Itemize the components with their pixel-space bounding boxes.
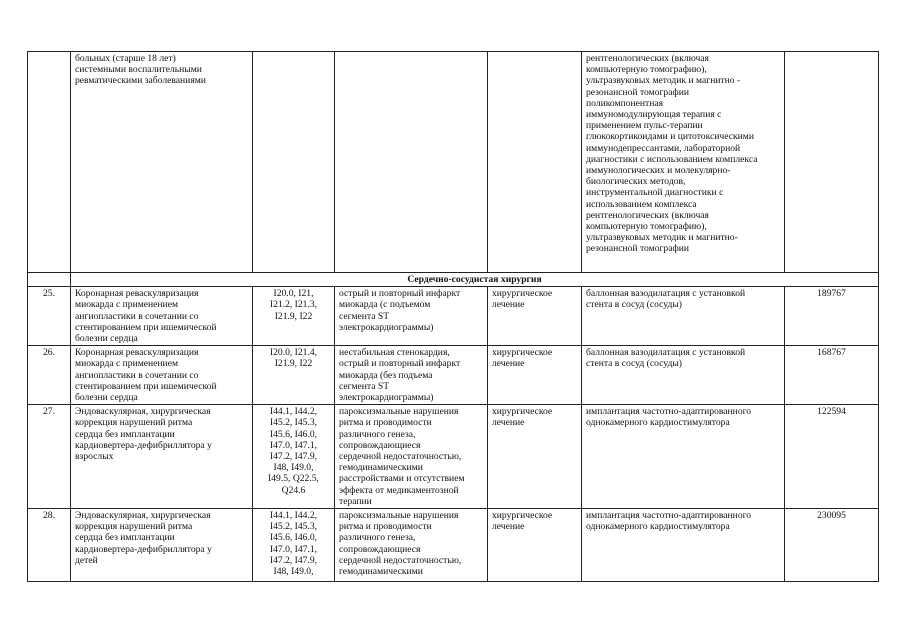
cost-cell [785,52,879,273]
text-line: глюкокортикоидами и цитотоксическими [586,131,754,143]
text-line: сердца без имплантации [75,428,175,440]
treatment-method-cell [582,287,785,346]
text-line: ангиопластики в сочетании со [75,310,199,322]
text-line: диагностики с использованием комплекса [586,153,758,165]
icd-codes-cell [253,405,335,509]
treatment-method-cell [582,346,785,405]
text-line: рентгенологических (включая [586,209,709,221]
text-line: однокамерного кардиостимулятора [586,521,730,533]
text-line: нестабильная стенокардия, [339,347,450,359]
patient-model-cell [335,287,488,346]
text-line: ритма и проводимости [339,417,432,429]
text-line: ультразвуковых методик и магнитно - [586,75,741,87]
text-line: иммунодепрессантами, лабораторной [586,142,741,154]
row-number-cell [28,273,71,287]
text-line: электрокардиограммы) [339,392,434,404]
text-line: сегмента ST [339,310,390,322]
treatment-method-cell [582,509,785,582]
care-type-cell [71,52,253,273]
text-line: острый и повторный инфаркт [339,358,461,370]
treatment-type-cell [488,52,582,273]
cost-cell: 168767 [785,346,879,405]
text-line: Эндоваскулярная, хирургическая [75,406,211,418]
text-line: биологических методов, [586,176,686,188]
text-line: инструментальной диагностики с [586,187,724,199]
text-line: I21.9, I22 [274,310,313,322]
treatment-type-cell [488,287,582,346]
text-line: I47.2, I47.9, [269,451,318,463]
text-line: коррекция нарушений ритма [75,521,193,533]
text-line: гемодинамическими [339,566,423,578]
text-line: иммуномодулирующая терапия с [586,109,722,121]
text-line: терапии [339,495,372,507]
treatment-method-cell [582,52,785,273]
text-line: I21.2, I21.3, [269,299,318,311]
text-line: коррекция нарушений ритма [75,417,193,429]
row-number-cell: 28. [28,509,71,582]
treatment-type-cell [488,405,582,509]
table-row-continuation [28,52,879,273]
text-line: I45.6, I46.0, [269,428,318,440]
text-line: сердечной недостаточностью, [339,451,462,463]
text-line: I47.0, I47.1, [269,439,318,451]
text-line: стента в сосуд (сосуды) [586,299,682,311]
medical-care-table [27,51,879,582]
text-line: пароксизмальные нарушения [339,406,459,418]
text-line: острый и повторный инфаркт [339,288,461,300]
text-line: I45.6, I46.0, [269,532,318,544]
text-line: хирургическое [492,510,553,522]
care-type-cell [71,405,253,509]
text-line: ангиопластики в сочетании со [75,369,199,381]
text-line: различного генеза, [339,532,416,544]
text-line: поликомпонентная [586,97,664,109]
care-type-cell [71,509,253,582]
cost-cell: 189767 [785,287,879,346]
section-title: Сердечно-сосудистая хирургия [71,273,879,287]
text-line: стента в сосуд (сосуды) [586,358,682,370]
text-line: кардиовертера-дефибриллятора у [75,543,212,555]
text-line: баллонная вазодилатация с установкой [586,288,746,300]
text-line: стентированием при ишемической [75,321,217,333]
text-line: компьютерную томографию), [586,221,707,233]
icd-codes-cell [253,287,335,346]
text-line: болезни сердца [75,392,138,404]
text-line: Q24.6 [281,484,306,496]
table-row [28,509,879,582]
text-line: взрослых [75,451,114,463]
text-line: ревматическими заболеваниями [75,75,206,87]
text-line: миокарда (с подъемом [339,299,431,311]
text-line: болезни сердца [75,333,138,345]
text-line: хирургическое [492,347,553,359]
text-line: компьютерную томографию), [586,64,707,76]
text-line: стентированием при ишемической [75,380,217,392]
text-line: электрокардиограммы) [339,321,434,333]
text-line: хирургическое [492,288,553,300]
text-line: I44.1, I44.2, [269,406,318,418]
text-line: I47.2, I47.9, [269,554,318,566]
text-line: однокамерного кардиостимулятора [586,417,730,429]
text-line: системными воспалительными [75,64,202,76]
text-line: имплантация частотно-адаптированного [586,510,752,522]
text-line: сопровождающиеся [339,439,421,451]
text-line: Коронарная реваскуляризация [75,347,199,359]
text-line: ультразвуковых методик и магнитно- [586,232,738,244]
text-line: I45.2, I45.3, [269,521,318,533]
text-line: I48, I49.0, [273,566,314,578]
table-row [28,405,879,509]
text-line: I47.0, I47.1, [269,543,318,555]
text-line: сегмента ST [339,380,390,392]
text-line: иммунологических и молекулярно- [586,165,731,177]
table-row [28,346,879,405]
text-line: применением пульс-терапии [586,120,703,132]
text-line: миокарда с применением [75,299,179,311]
text-line: больных (старше 18 лет) [75,53,176,64]
text-line: I45.2, I45.3, [269,417,318,429]
text-line: I49.5, Q22.5, [268,473,319,485]
text-line: сопровождающиеся [339,543,421,555]
cost-cell: 122594 [785,405,879,509]
row-number-cell: 25. [28,287,71,346]
text-line: резонансной томографии [586,243,689,255]
text-line: сердца без имплантации [75,532,175,544]
text-line: Эндоваскулярная, хирургическая [75,510,211,522]
text-line: сердечной недостаточностью, [339,554,462,566]
icd-codes-cell [253,52,335,273]
text-line: кардиовертера-дефибриллятора у [75,439,212,451]
text-line: баллонная вазодилатация с установкой [586,347,746,359]
patient-model-cell [335,52,488,273]
text-line: лечение [492,521,525,533]
text-line: имплантация частотно-адаптированного [586,406,752,418]
text-line: миокарда с применением [75,358,179,370]
icd-codes-cell [253,509,335,582]
cost-cell: 230095 [785,509,879,582]
text-line: использованием комплекса [586,198,697,210]
treatment-type-cell [488,509,582,582]
text-line: ритма и проводимости [339,521,432,533]
text-line: I44.1, I44.2, [269,510,318,522]
patient-model-cell [335,509,488,582]
text-line: резонансной томографии [586,86,689,98]
table-row [28,287,879,346]
text-line: Коронарная реваскуляризация [75,288,199,300]
treatment-type-cell [488,346,582,405]
text-line: I48, I49.0, [273,462,314,474]
text-line: детей [75,554,98,566]
document-page [27,51,879,582]
text-line: I21.9, I22 [274,358,313,370]
text-line: I20.0, I21, [273,288,314,300]
text-line: миокарда (без подъема [339,369,433,381]
row-number-cell: 27. [28,405,71,509]
icd-codes-cell [253,346,335,405]
section-header-row [28,273,879,287]
text-line: лечение [492,299,525,311]
care-type-cell [71,287,253,346]
text-line: эффекта от медикаментозной [339,484,459,496]
text-line: рентгенологических (включая [586,53,709,64]
treatment-method-cell [582,405,785,509]
text-line: I20.0, I21.4, [269,347,318,359]
patient-model-cell [335,346,488,405]
text-line: расстройствами и отсутствием [339,473,465,485]
row-number-cell: 26. [28,346,71,405]
text-line: лечение [492,417,525,429]
text-line: пароксизмальные нарушения [339,510,459,522]
care-type-cell [71,346,253,405]
text-line: хирургическое [492,406,553,418]
text-line: лечение [492,358,525,370]
row-number-cell [28,52,71,273]
patient-model-cell [335,405,488,509]
text-line: различного генеза, [339,428,416,440]
text-line: гемодинамическими [339,462,423,474]
